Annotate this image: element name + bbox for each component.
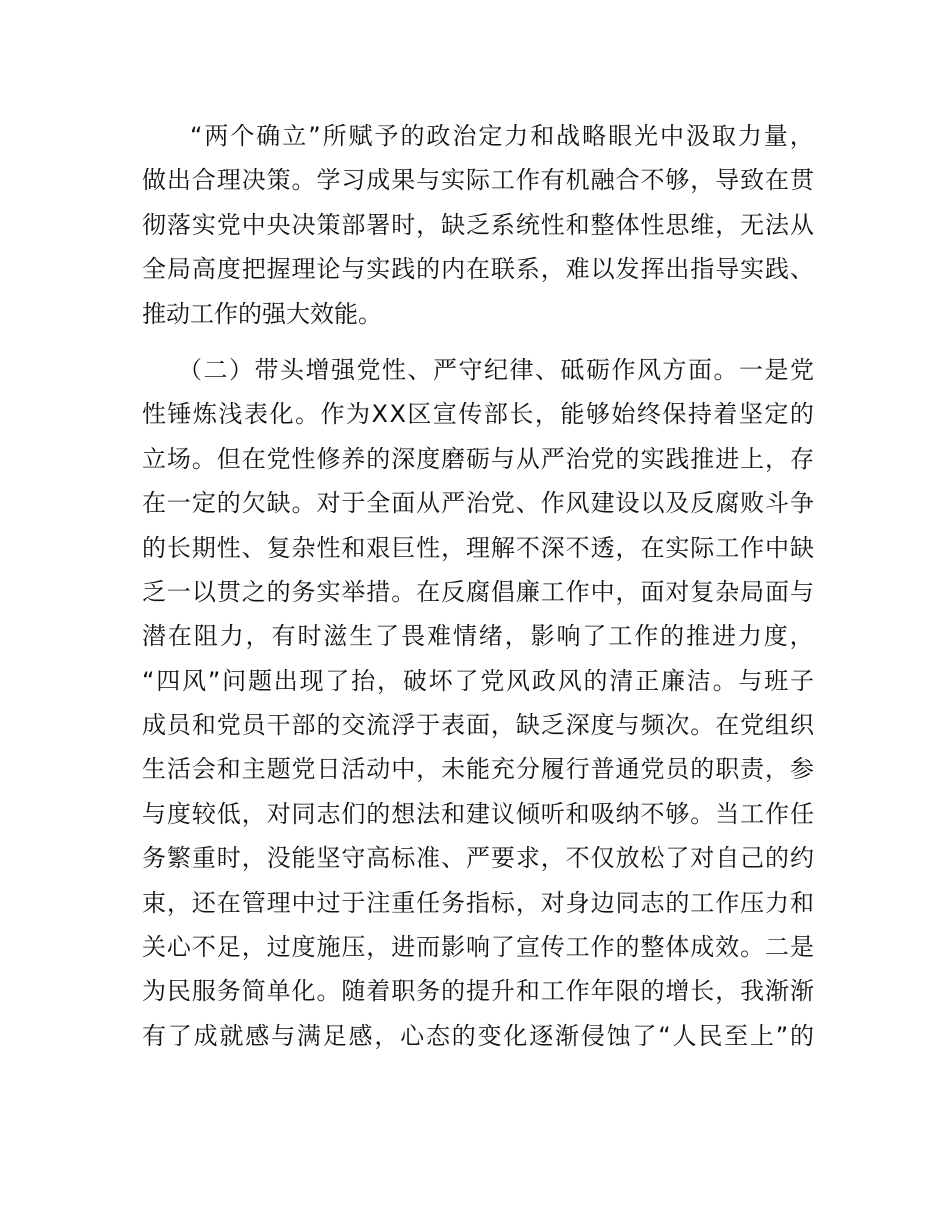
text-line: 束 ， 还 在 管 理 中 过 于 注 重 任 务 指 标 ， 对 身 边 同 志 的 工 作 压 力 和 — [142, 888, 814, 917]
paragraph-gap — [142, 336, 814, 348]
text-line: 全 局 高 度 把 握 理 论 与 实 践 的 内 在 联 系 ， 难 以 发 挥 出 指 导 实 践 、 — [142, 255, 814, 284]
text-line: 立 场 。 但 在 党 性 修 养 的 深 度 磨 砺 与 从 严 治 党 的 实 践 推 进 上 ， 存 — [142, 444, 814, 473]
text-line: 有 了 成 就 感 与 满 足 感 ， 心 态 的 变 化 逐 渐 侵 蚀 了 “ 人 民 至 上 ” 的 — [142, 1021, 814, 1050]
text-line: 为 民 服 务 简 单 化 。 随 着 职 务 的 提 升 和 工 作 年 限 的 增 长 ， 我 渐 渐 — [142, 977, 814, 1006]
paragraph-1 — [142, 114, 814, 336]
text-line: 在 一 定 的 欠 缺 。 对 于 全 面 从 严 治 党 、 作 风 建 设 以 及 反 腐 败 斗 争 — [142, 489, 814, 518]
text-line: 成 员 和 党 员 干 部 的 交 流 浮 于 表 面 ， 缺 乏 深 度 与 频 次 。 在 党 组 织 — [142, 711, 814, 740]
text-line: 推动工作的强大效能。 — [142, 299, 382, 328]
document-body — [142, 114, 814, 1058]
text-line: 与 度 较 低 ， 对 同 志 们 的 想 法 和 建 议 倾 听 和 吸 纳 不 够 。 当 工 作 任 — [142, 799, 814, 828]
text-line: （ 二 ） 带 头 增 强 党 性 、 严 守 纪 律 、 砥 砺 作 风 方 面 。 一 是 党 — [142, 355, 814, 384]
text-line: 潜 在 阻 力 ， 有 时 滋 生 了 畏 难 情 绪 ， 影 响 了 工 作 的 推 进 力 度 ， — [142, 622, 814, 651]
text-line: “ 四 风 ” 问 题 出 现 了 抬 ， 破 坏 了 党 风 政 风 的 清 正 廉 洁 。 与 班 子 — [142, 666, 814, 695]
text-line: “ 两 个 确 立 ” 所 赋 予 的 政 治 定 力 和 战 略 眼 光 中 汲 取 力 量 ， — [142, 122, 814, 150]
text-line: 务 繁 重 时 ， 没 能 坚 守 高 标 准 、 严 要 求 ， 不 仅 放 松 了 对 自 己 的 约 — [142, 844, 814, 873]
paragraph-2 — [142, 348, 814, 1058]
text-line: 生 活 会 和 主 题 党 日 活 动 中 ， 未 能 充 分 履 行 普 通 党 员 的 职 责 ， 参 — [142, 755, 814, 784]
text-line: 乏 一 以 贯 之 的 务 实 举 措 。 在 反 腐 倡 廉 工 作 中 ， 面 对 复 杂 局 面 与 — [142, 577, 814, 606]
text-line: 的 长 期 性 、 复 杂 性 和 艰 巨 性 ， 理 解 不 深 不 透 ， 在 实 际 工 作 中 缺 — [142, 533, 814, 562]
text-line: 彻 落 实 党 中 央 决 策 部 署 时 ， 缺 乏 系 统 性 和 整 体 性 思 维 ， 无 法 从 — [142, 210, 814, 239]
text-line: 性 锤 炼 浅 表 化 。 作 为 X X 区 宣 传 部 长 ， 能 够 始 终 保 持 着 坚 定 的 — [142, 400, 814, 429]
text-line: 关 心 不 足 ， 过 度 施 压 ， 进 而 影 响 了 宣 传 工 作 的 整 体 成 效 。 二 是 — [142, 933, 814, 962]
text-line: 做 出 合 理 决 策 。 学 习 成 果 与 实 际 工 作 有 机 融 合 不 够 ， 导 致 在 贯 — [142, 166, 814, 195]
